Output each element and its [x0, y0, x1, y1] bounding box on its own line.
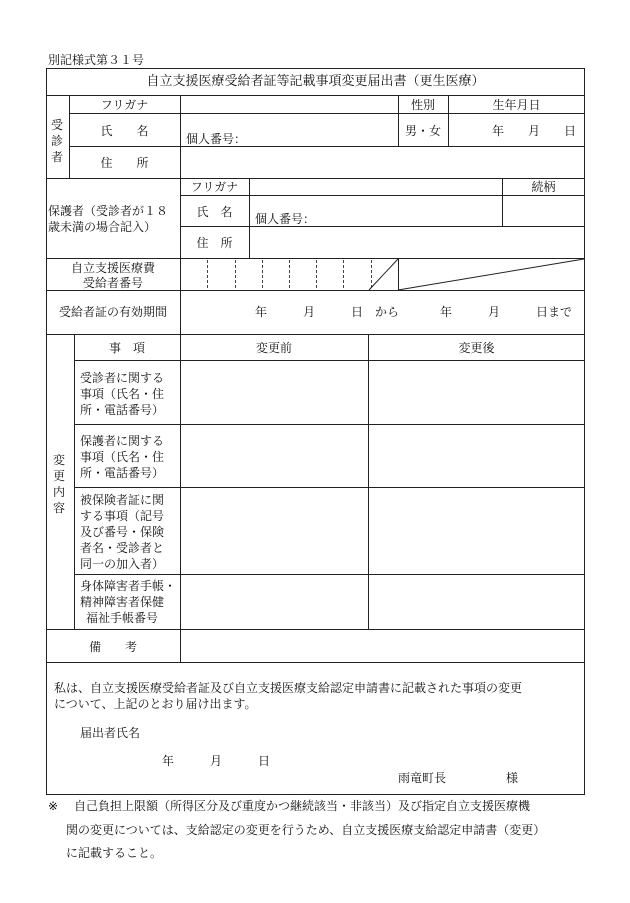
change-row-3-line-1: 被保険者証に関: [80, 493, 165, 507]
sex-options: 男・女: [404, 124, 441, 138]
change-row-4-line-3: 福祉手帳番号: [86, 611, 159, 625]
grid-line: [69, 113, 585, 114]
change-row-4-line-1: 身体障害者手帳・: [80, 579, 177, 593]
grid-line: [74, 424, 585, 425]
patient-section-label: [50, 117, 66, 165]
validity-label: 受給者証の有効期間: [58, 305, 167, 319]
sex-label: 性別: [410, 98, 435, 112]
note-mark: ※: [48, 799, 59, 813]
changes-header-item: 事 項: [108, 341, 145, 355]
grid-line: [69, 146, 585, 147]
digit-divider: [235, 260, 236, 288]
grid-line: [180, 195, 585, 196]
change-row-3-line-4: 者名・受診者と: [80, 541, 165, 555]
digit-divider: [343, 260, 344, 288]
change-row-1-line-1: 受診者に関する: [80, 371, 165, 385]
guardian-section-label-1: 保護者（受診者が１８: [48, 204, 169, 218]
guardian-section-label-2: 歳未満の場合記入）: [48, 220, 157, 234]
form-number: 別記様式第３１号: [48, 53, 145, 67]
grid-line: [46, 629, 585, 630]
guardian-name-label: 氏 名: [196, 205, 233, 219]
changes-section-label: [52, 452, 68, 516]
change-row-1-line-3: 所・電話番号）: [80, 403, 165, 417]
digit-divider: [262, 260, 263, 288]
change-row-3-line-5: 同一の加入者）: [80, 557, 165, 571]
recipient-number-label-2: 受給者番号: [82, 276, 143, 290]
grid-line: [74, 334, 75, 629]
guardian-personal-number: 個人番号：: [255, 212, 316, 226]
digit-divider: [289, 260, 290, 288]
declaration-line-1: 私は、自立支援医療受給者証及び自立支援医療支給認定申請書に記載された事項の変更: [54, 681, 523, 695]
changes-header-before: 変更前: [255, 341, 292, 355]
grid-line: [46, 334, 585, 335]
grid-line: [180, 334, 181, 662]
note-line-3: に記載すること。: [66, 846, 163, 860]
addressee: 雨竜町長 様: [398, 771, 519, 785]
grid-line: [368, 334, 369, 629]
patient-personal-number: 個人番号：: [186, 132, 247, 146]
recipient-number-label-1: 自立支援医療費: [70, 261, 155, 275]
changes-section-text: 変更内容: [52, 453, 65, 515]
grid-line: [46, 95, 585, 96]
diagonal-strike: [368, 258, 585, 291]
note-line-2: 関の変更については、支給認定の変更を行うため、自立支援医療支給認定申請書（変更）: [66, 823, 546, 837]
patient-section-text: 受診者: [50, 118, 63, 164]
grid-line: [74, 574, 585, 575]
patient-address-label: 住 所: [100, 156, 149, 170]
form-title: 自立支援医療受給者証等記載事項変更届出書（更生医療）: [146, 74, 485, 89]
change-row-1-line-2: 事項（氏名・住: [80, 387, 165, 401]
digit-divider: [316, 260, 317, 288]
change-row-4-line-2: 精神障害者保健: [80, 595, 165, 609]
guardian-furigana-label: フリガナ: [190, 180, 239, 194]
grid-line: [249, 178, 250, 258]
note-line-1: 自己負担上限額（所得区分及び重度かつ継続該当・非該当）及び指定自立支援医療機: [74, 799, 531, 813]
validity-from: 年 月 日 から: [255, 305, 400, 319]
change-row-3-line-2: する事項（記号: [80, 509, 165, 523]
declaration-line-2: について、上記のとおり届け出ます。: [54, 697, 257, 711]
patient-furigana-label: フリガナ: [100, 98, 149, 112]
validity-to: 年 月 日まで: [440, 305, 573, 319]
dob-label: 生年月日: [492, 98, 541, 112]
change-row-3-line-3: 及び番号・保険: [80, 525, 165, 539]
grid-line: [74, 487, 585, 488]
change-row-2-line-3: 所・電話番号）: [80, 466, 165, 480]
remarks-label: 備 考: [88, 640, 137, 654]
digit-divider: [207, 260, 208, 288]
change-row-2-line-2: 事項（氏名・住: [80, 450, 165, 464]
changes-header-after: 変更後: [458, 341, 495, 355]
patient-name-label: 氏 名: [100, 124, 149, 138]
declaration-date: 年 月 日: [162, 754, 271, 768]
applicant-name-label: 届出者氏名: [80, 726, 141, 740]
relation-label: 続柄: [531, 180, 556, 194]
grid-line: [46, 662, 585, 663]
guardian-address-label: 住 所: [196, 236, 233, 250]
grid-line: [74, 360, 585, 361]
grid-line: [180, 226, 585, 227]
change-row-2-line-1: 保護者に関する: [80, 434, 165, 448]
dob-format: 年 月 日: [492, 124, 577, 138]
